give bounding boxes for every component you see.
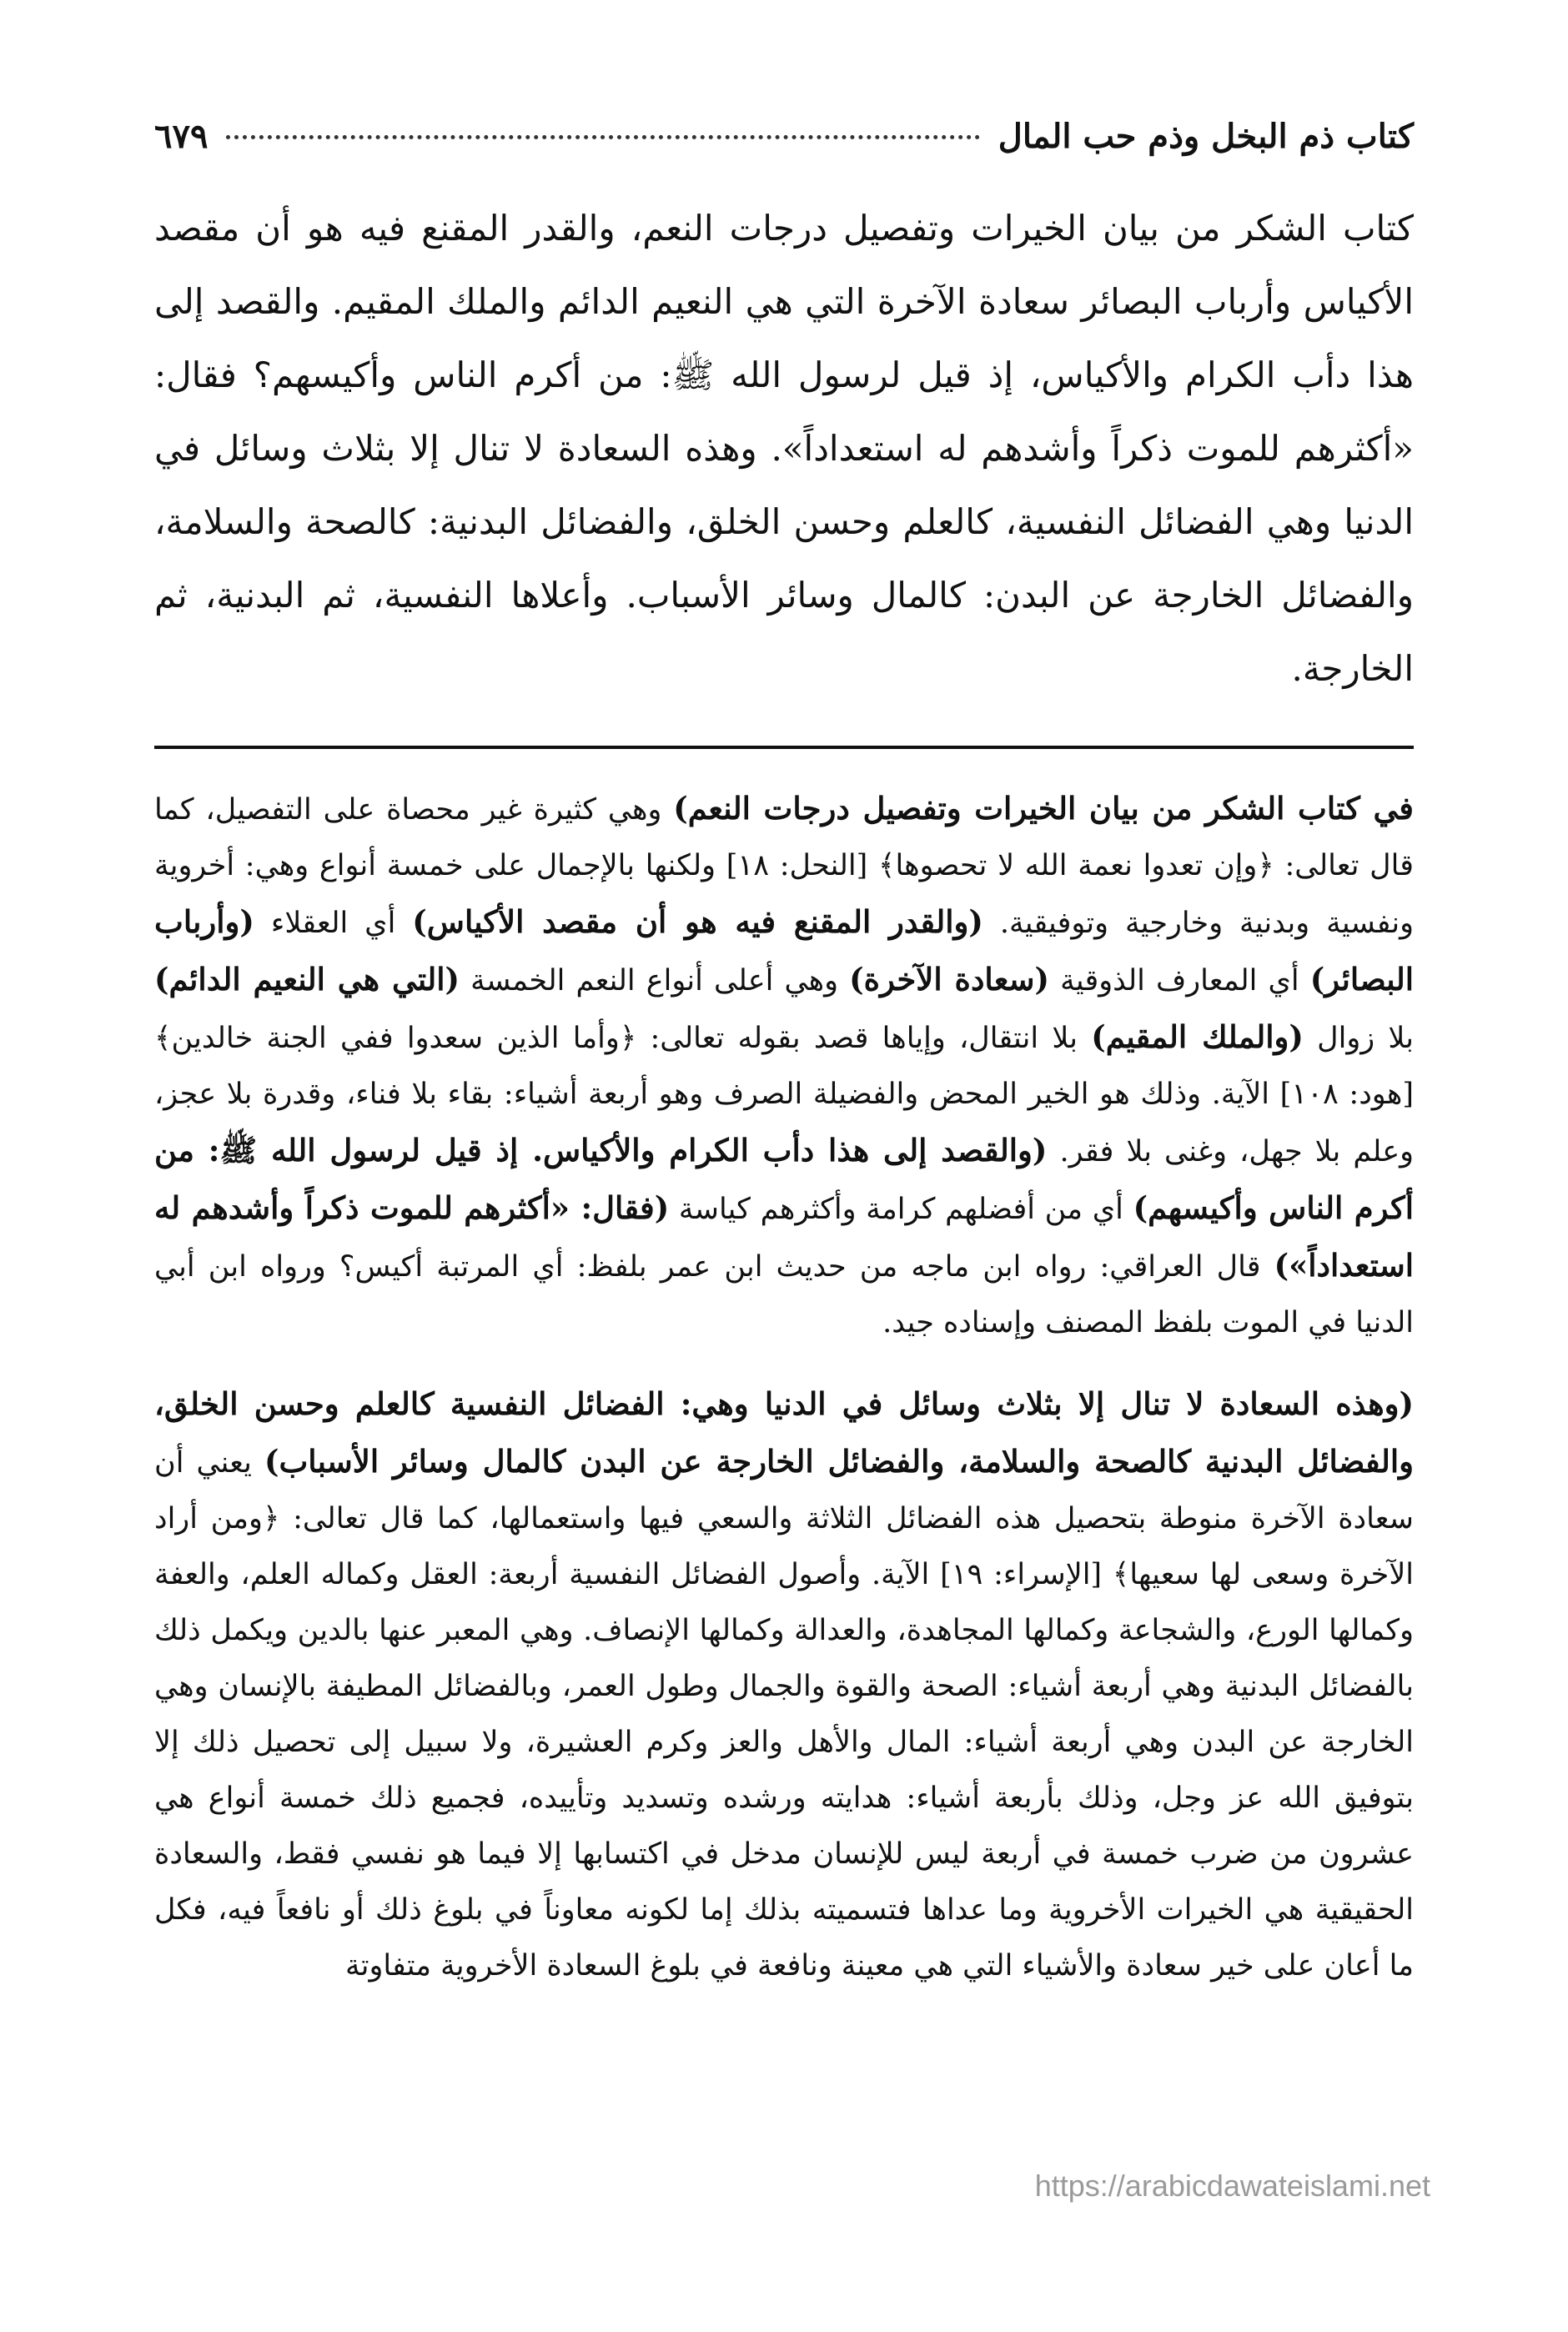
- header-title: كتاب ذم البخل وذم حب المال: [998, 117, 1414, 156]
- quoted-matn-segment: (والقصد إلى هذا دأب الكرام والأكياس. إذ قيل لرسول الله ﷺ: من أكرم الناس وأكيسهم): [154, 1132, 1414, 1226]
- commentary-segment: يعني أن سعادة الآخرة منوطة بتحصيل هذه الفضائل الثلاثة والسعي فيها واستعمالها، كما قال تعالى: ﴿ومن أراد الآخرة وسعى لها سعيها﴾ [الإسراء: ١٩] الآية. وأصول الفضائل النفسية أربعة: العقل وكماله العلم، والعفة وكمالها الورع، والشجاعة وكمالها المجاهدة، والعدالة وكمالها الإنصاف. وهي المعبر عنها بالدين ويكمل ذلك بالفضائل البدنية وهي أربعة أشياء: الصحة والقوة والجمال وطول العمر، وبالفضائل المطيفة بالإنسان وهي الخارجة عن البدن وهي أربعة أشياء: المال والأهل والعز وكرم العشيرة، ولا سبيل إلى تحصيل ذلك إلا بتوفيق الله عز وجل، وذلك بأربعة أشياء: هدايته ورشده وتسديد وتأييده، فجميع ذلك خمسة أنواع هي عشرون من ضرب خمسة في أربعة ليس للإنسان مدخل في اكتسابها إلا فيما هو نفسي فقط، والسعادة الحقيقية هي الخيرات الأخروية وما عداها فتسميته بذلك إما لكونه معاوناً في بلوغ ذلك أو نافعاً فيه، فكل ما أعان على خير سعادة والأشياء التي هي معينة ونافعة في بلوغ السعادة الأخروية متفاوتة: [154, 1446, 1415, 1983]
- commentary-segment: أي العقلاء: [254, 907, 413, 940]
- commentary-segment: وهي كثيرة غير محصاة على التفصيل، كما قال تعالى: ﴿وإن تعدوا نعمة الله لا تحصوها﴾ [النحل: ١٨] ولكنها بالإجمال على خمسة أنواع وهي: أخروية ونفسية وبدنية وخارجية وتوفيقية.: [154, 793, 1414, 940]
- running-header: [154, 117, 1414, 175]
- commentary-segment: أي المعارف الذوقية: [1049, 964, 1310, 998]
- watermark-url: https://arabicdawateislami.net: [1034, 2169, 1430, 2203]
- commentary-segment: وهي أعلى أنواع النعم الخمسة: [460, 964, 850, 998]
- quoted-matn-segment: (والقدر المقنع فيه هو أن مقصد الأكياس): [412, 903, 983, 940]
- commentary-paragraph-1: [154, 781, 1414, 1351]
- quoted-matn-segment: في كتاب الشكر من بيان الخيرات وتفصيل درجات النعم): [673, 790, 1414, 827]
- commentary-segment: بلا انتقال، وإياها قصد بقوله تعالى: ﴿وأما الذين سعدوا ففي الجنة خالدين﴾ [هود: ١٠٨] الآية. وذلك هو الخير المحض والفضيلة الصرف وهو أربعة أشياء: بقاء بلا فناء، وقدرة بلا عجز، وعلم بلا جهل، وغنى بلا فقر.: [154, 1022, 1414, 1169]
- commentary-segment: بلا زوال: [1303, 1022, 1414, 1055]
- commentary-segment: قال العراقي: رواه ابن ماجه من حديث ابن عمر بلفظ: أي المرتبة أكيس؟ ورواه ابن أبي الدنيا في الموت بلفظ المصنف وإسناده جيد.: [154, 1250, 1414, 1339]
- page-number: ٦٧٩: [154, 117, 209, 156]
- main-paragraph: كتاب الشكر من بيان الخيرات وتفصيل درجات النعم، والقدر المقنع فيه هو أن مقصد الأكياس وأرباب البصائر سعادة الآخرة التي هي النعيم الدائم والملك المقيم. والقصد إلى هذا دأب الكرام والأكياس، إذ قيل لرسول الله ﷺ: من أكرم الناس وأكيسهم؟ فقال: «أكثرهم للموت ذكراً وأشدهم له استعداداً». وهذه السعادة لا تنال إلا بثلاث وسائل في الدنيا وهي الفضائل النفسية، كالعلم وحسن الخلق، والفضائل البدنية: كالصحة والسلامة، والفضائل الخارجة عن البدن: كالمال وسائر الأسباب. وأعلاها النفسية، ثم البدنية، ثم الخارجة.: [154, 208, 1415, 689]
- quoted-matn-segment: (وهذه السعادة لا تنال إلا بثلاث وسائل في الدنيا وهي: الفضائل النفسية كالعلم وحسن الخلق، والفضائل البدنية كالصحة والسلامة، والفضائل الخارجة عن البدن كالمال وسائر الأسباب): [154, 1385, 1414, 1480]
- header-dot-leader: [226, 135, 979, 139]
- commentary-paragraph-2: [154, 1376, 1414, 1994]
- quoted-matn-segment: (فقال: «أكثرهم للموت ذكراً وأشدهم له استعداداً»): [154, 1189, 1414, 1284]
- commentary-block: [154, 781, 1414, 1994]
- quoted-matn-segment: (التي هي النعيم الدائم): [154, 961, 460, 998]
- footnote-divider: [154, 746, 1414, 749]
- commentary-segment: أي من أفضلهم كرامة وأكثرهم كياسة: [669, 1193, 1133, 1226]
- quoted-matn-segment: (وأرباب البصائر): [154, 903, 1414, 998]
- main-text-block: [154, 192, 1414, 706]
- quoted-matn-segment: (والملك المقيم): [1091, 1018, 1304, 1055]
- quoted-matn-segment: (سعادة الآخرة): [849, 961, 1050, 998]
